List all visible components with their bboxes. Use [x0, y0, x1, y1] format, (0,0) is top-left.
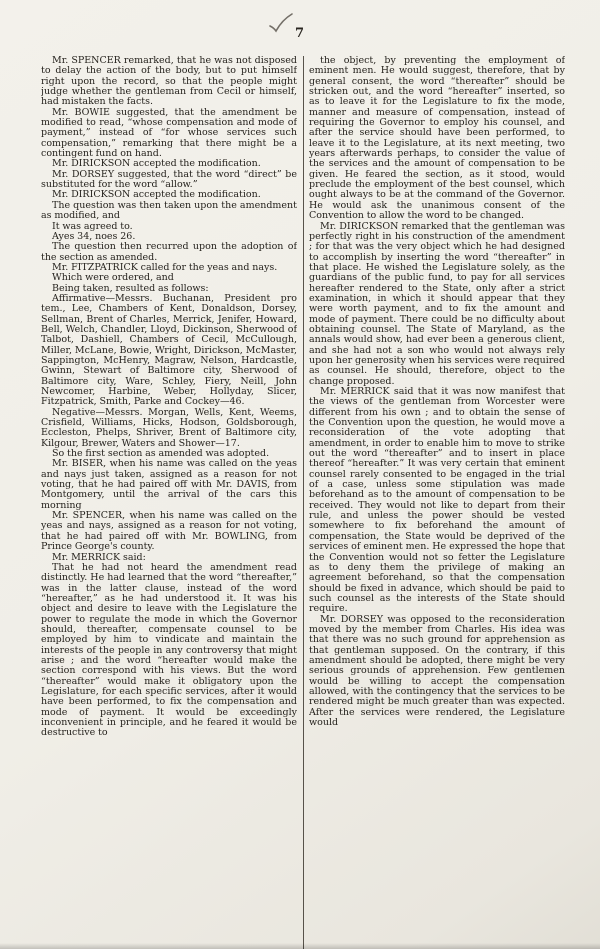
- paragraph: Which were ordered, and: [52, 272, 174, 284]
- paragraph: Mr. DORSEY was opposed to the reconsideration moved by the member from Charles. His idea was that there was no such ground for apprehension as that gentleman supposed. On the contrary, if this amendment should be adopted, there might be very serious grounds of apprehension. Few gentlemen would be willing to accept the compensation allowed, with the contingency that the services to be rendered might be much greater than was expected. After the services were rendered, the Legislature would: [309, 613, 565, 728]
- paragraph: the object, by preventing the employment of eminent men. He would suggest, therefore, that by general consent, the word “thereafter” should be stricken out, and the word “hereafter” inserted, so as to leave it for the Legislature to fix the mode, manner and measure of compensation, instead of requiring the Governor to employ his counsel, and after the service should have been performed, to leave it to the Legislature, at its next meeting, two years afterwards perhaps, to consider the value of the services and the amount of compensation to be given. He feared the section, as it stood, would preclude the employment of the best counsel, which ought always to be at the command of the Governor. He would ask the unanimous consent of the Convention to allow the word to be changed.: [309, 56, 565, 222]
- paragraph: The question then recurred upon the adoption of the section as amended.: [41, 241, 297, 263]
- paragraph: Mr. SPENCER remarked, that he was not disposed to delay the action of the body, but to put himself right upon the record, so that the people might judge whether the gentleman from Cecil or himself, had mistaken the facts.: [41, 56, 297, 108]
- paragraph: Mr. FITZPATRICK called for the yeas and nays.: [52, 261, 278, 273]
- paragraph: Mr. DORSEY suggested, that the word “direct” be substituted for the word “allow.”: [41, 168, 297, 191]
- page-header: [0, 22, 600, 52]
- paragraph: Mr. MERRICK said that it was now manifest that the views of the gentleman from Worcester were different from his own ; and to obtain the sense of the Convention upon the question, he would move a reconsideration of the vote adopting that amendment, in order to enable him to move to strike out the word “thereafter” and to insert in place thereof “hereafter.” It was very certain that eminent counsel rarely consented to be engaged in the trial of a case, unless some stipulation was made beforehand as to the amount of compensation to be received. They would not like to depart from their rule, and unless the power should be vested somewhere to fix beforehand the amount of compensation, the State would be deprived of the services of eminent men. He expressed the hope that the Convention would not so fetter the Legislature as to deny them the privilege of making an agreement beforehand, so that the compensation should be fixed in advance, which should be paid to such counsel as the interests of the State should require.: [309, 386, 565, 615]
- paragraph: Mr. DIRICKSON accepted the modification.: [52, 189, 261, 201]
- checkmark-icon: [268, 12, 294, 34]
- paragraph: Mr. MERRICK said:: [52, 551, 146, 563]
- paragraph: Affirmative—Messrs. Buchanan, President pro tem., Lee, Chambers of Kent, Donaldson, Dorsey, Sellman, Brent of Charles, Merrick, Jenifer, Howard, Bell, Welch, Chandler, Lloyd, Dickinson, Sherwood of Talbot, Dashiell, Chambers of Cecil, McCullough, Miller, McLane, Bowie, Wright, Dirickson, McMaster, Sappington, McHenry, Magraw, Nelson, Hardcastle, Gwinn, Stewart of Baltimore city, Sherwood of Baltimore city, Ware, Schley, Fiery, Neill, John Newcomer, Harbine, Weber, Hollyday, Slicer, Fitzpatrick, Smith, Parke and Cockey—46.: [41, 292, 297, 408]
- right-column: [309, 56, 565, 949]
- page-number: 7: [294, 26, 306, 41]
- paragraph: The question was then taken upon the amendment as modified, and: [41, 199, 297, 222]
- text-columns: [41, 56, 565, 949]
- paragraph: Mr. SPENCER, when his name was called on the yeas and nays, assigned as a reason for not voting, that he had paired off with Mr. BOWLING, from Prince George's county.: [41, 510, 297, 553]
- left-column: [41, 56, 297, 949]
- paragraph: Being taken, resulted as follows:: [52, 282, 209, 294]
- paragraph: Mr. BISER, when his name was called on the yeas and nays just taken, assigned as a reason for not voting, that he had paired off with Mr. DAVIS, from Montgomery, until the arrival of the cars this morning: [41, 458, 297, 511]
- column-divider: [303, 56, 304, 949]
- paragraph: Ayes 34, noes 26.: [52, 230, 136, 242]
- paragraph: Negative—Messrs. Morgan, Wells, Kent, Weems, Crisfield, Williams, Hicks, Hodson, Goldsborough, Eccleston, Phelps, Shriver, Brent of Baltimore city, Kilgour, Brewer, Waters and Shower—17.: [41, 406, 297, 449]
- paragraph: That he had not heard the amendment read distinctly. He had learned that the word “thereafter,” was in the latter clause, instead of the word “hereafter,” as he had understood it. It was his object and desire to leave with the Legislature the power to regulate the mode in which the Governor should, thereafter, compensate counsel to be employed by him to vindicate and maintain the interests of the people in any controversy that might arise ; and the word “hereafter would make the section correspond with his views. But the word “thereafter” would make it obligatory upon the Legislature, for each specific services, after it would have been performed, to fix the compensation and mode of payment. It would be exceedingly inconvenient in principle, and he feared it would be destructive to: [41, 561, 297, 739]
- paragraph: So the first section as amended was adopted.: [52, 448, 270, 460]
- paragraph: It was agreed to.: [52, 220, 133, 232]
- paragraph: Mr. BOWIE suggested, that the amendment be modified to read, “whose compensation and mode of payment,” instead of “for whose services such compensation,” remarking that there might be a contingent fund on hand.: [41, 106, 297, 160]
- paragraph: Mr. DIRICKSON remarked that the gentleman was perfectly right in his construction of the amendment ; for that was the very object which he had designed to accomplish by inserting the word “thereafter” in that place. He wished the Legislature solely, as the guardians of the public fund, to pay for all services hereafter rendered to the State, only after a strict examination, in which it should appear that they were worth payment, and to fix the amount and mode of payment. There could be no difficulty about obtaining counsel. The State of Maryland, as the annals would show, had ever been a generous client, and she had not a son who would not always rely upon her generosity when his services were required as counsel. He should, therefore, object to the change proposed.: [309, 220, 565, 387]
- paragraph: Mr. DIRICKSON accepted the modification.: [52, 158, 261, 170]
